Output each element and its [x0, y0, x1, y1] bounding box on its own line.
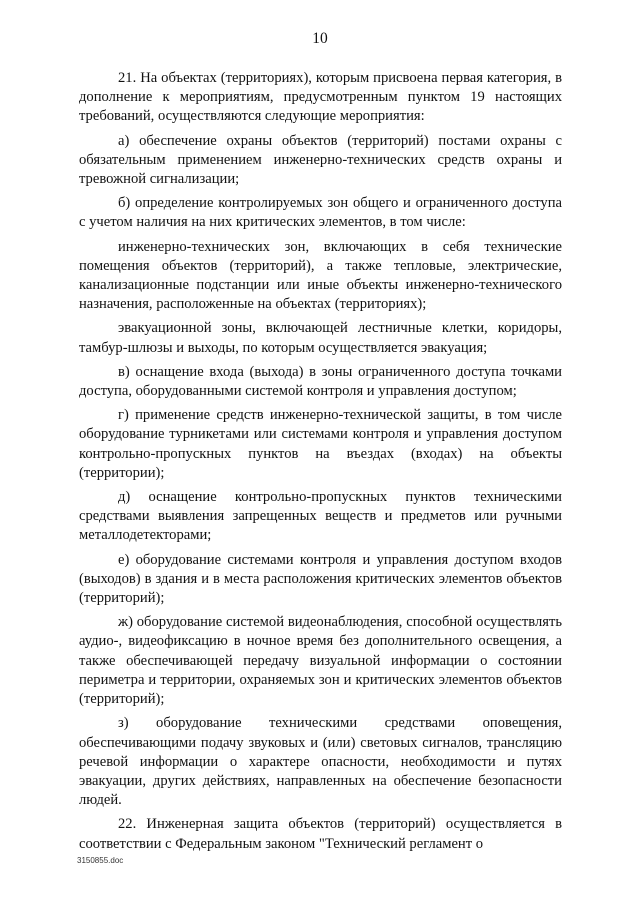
paragraph: а) обеспечение охраны объектов (территорий) постами охраны с обязательным применением инженерно-технических средств охраны и тревожной сигнализации; [79, 132, 562, 188]
paragraph: г) применение средств инженерно-технической защиты, в том числе оборудование турникетами или системами контроля и управления доступом контрольно-пропускных пунктов на въездах (входах) на объекты (территории); [79, 407, 562, 481]
paragraph: 21. На объектах (территориях), которым присвоена первая категория, в дополнение к мероприятиям, предусмотренным пунктом 19 настоящих требований, осуществляются следующие мероприятия: [79, 70, 562, 125]
paragraph: б) определение контролируемых зон общего и ограниченного доступа с учетом наличия на них критических элементов, в том числе: [79, 195, 562, 231]
paragraph: д) оснащение контрольно-пропускных пунктов техническими средствами выявления запрещенных веществ и предметов или ручными металлодетекторами; [79, 489, 562, 544]
paragraph: эвакуационной зоны, включающей лестничные клетки, коридоры, тамбур-шлюзы и выходы, по которым осуществляется эвакуация; [79, 320, 562, 356]
paragraph: 22. Инженерная защита объектов (территорий) осуществляется в соответствии с Федеральным законом "Технический регламент о [79, 816, 562, 852]
paragraph: в) оснащение входа (выхода) в зоны ограниченного доступа точками доступа, оборудованными системой контроля и управления доступом; [79, 363, 562, 400]
paragraph: е) оборудование системами контроля и управления доступом входов (выходов) в здания и в места расположения критических элементов объектов (территорий); [79, 551, 562, 607]
paragraph: з) оборудование техническими средствами оповещения, обеспечивающими подачу звуковых и (или) световых сигналов, трансляцию речевой информации о характере опасности, необходимости и путях эвакуации, других действиях, направленных на обеспечение безопасности людей. [79, 715, 562, 809]
page-number: 10 [312, 30, 328, 47]
document-file-code: 3150855.doc [77, 856, 124, 865]
paragraph: инженерно-технических зон, включающих в себя технические помещения объектов (территорий), а также тепловые, электрические, канализационные подстанции или иные объекты инженерно-технического назначения, расположенные на объектах (территориях); [79, 238, 562, 313]
body-text [79, 69, 562, 854]
paragraph: ж) оборудование системой видеонаблюдения, способной осуществлять аудио-, видеофиксацию в ночное время без дополнительного освещения, а также обеспечивающей передачу визуальной информации о состоянии периметра и территории, охраняемых зон и критических элементов объектов (территорий); [79, 614, 562, 708]
